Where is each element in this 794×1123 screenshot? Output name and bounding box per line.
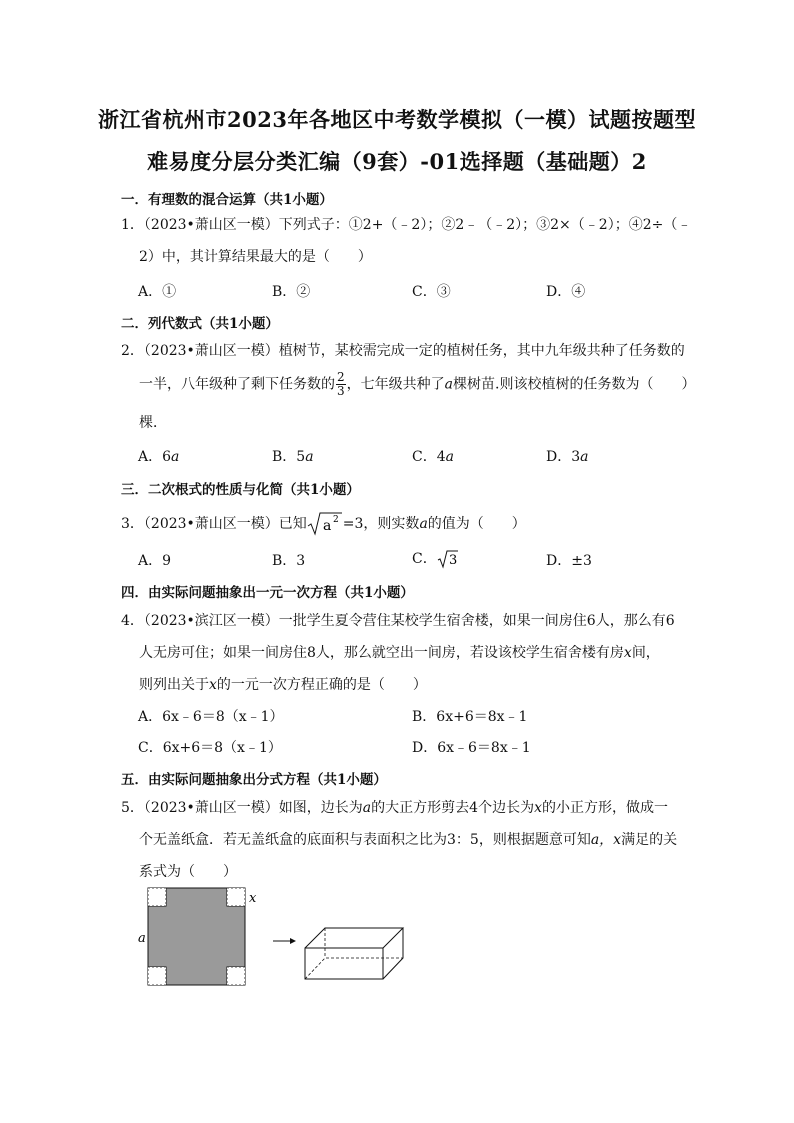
question-1-line1: 1．（2023•萧山区一模）下列式子：①2+（﹣2）；②2﹣（﹣2）；③2×（﹣2）；④2÷（﹣	[121, 217, 692, 233]
sqrt-a-squared	[307, 511, 343, 537]
fraction-two-thirds	[336, 371, 346, 398]
box-net-figure	[130, 880, 430, 995]
svg-text:3: 3	[448, 553, 457, 568]
box-hidden-edges	[305, 958, 403, 979]
q2-option-a[interactable]: A．6a	[138, 449, 180, 465]
label-x: x	[249, 891, 257, 906]
q1-option-a[interactable]: A．①	[138, 284, 177, 300]
q3-variable-a: a	[419, 516, 428, 532]
section-heading-1: 一．有理数的混合运算（共1小题）	[121, 192, 333, 208]
corner-square-tl	[148, 888, 166, 906]
question-5-line3: 系式为（ ）	[139, 864, 237, 880]
arrow-head	[290, 938, 296, 944]
label-a: a	[138, 931, 146, 946]
q4-option-a[interactable]: A．6x﹣6＝8（x﹣1）	[138, 709, 284, 725]
box-side	[383, 928, 403, 979]
svg-text:2: 2	[332, 515, 339, 525]
question-4-line2: 人无房可住；如果一间房住8人，那么就空出一间房，若设该校学生宿舍楼有房x间，	[139, 645, 660, 661]
q3-option-d[interactable]: D．±3	[546, 553, 592, 569]
q1-option-b[interactable]: B．②	[272, 284, 311, 300]
q3-option-a[interactable]: A．9	[138, 553, 172, 569]
sqrt-three	[437, 549, 459, 569]
q2-option-b[interactable]: B．5a	[272, 449, 314, 465]
q1-option-d[interactable]: D．④	[546, 284, 586, 300]
q2-variable-a: a	[444, 376, 453, 393]
corner-square-br	[227, 967, 245, 985]
document-title-line1: 浙江省杭州市2023年各地区中考数学模拟（一模）试题按题型	[98, 107, 696, 132]
q4-option-c[interactable]: C．6x+6＝8（x﹣1）	[138, 740, 282, 756]
question-4-line3: 则列出关于x的一元一次方程正确的是（ ）	[139, 677, 427, 693]
q4-option-d[interactable]: D．6x﹣6＝8x﹣1	[412, 740, 531, 756]
q3-option-c[interactable]: C． 3	[412, 551, 457, 568]
question-4-line1: 4．（2023•滨江区一模）一批学生夏令营住某校学生宿舍楼，如果一间房住6人，那么有6	[121, 613, 675, 629]
section-heading-3: 三．二次根式的性质与化简（共1小题）	[121, 482, 360, 498]
q2-line2-text-c: 棵树苗.则该校植树的任务数为（ ）	[453, 376, 696, 393]
question-2-line3: 棵．	[139, 415, 167, 431]
section-heading-2: 二．列代数式（共1小题）	[121, 316, 279, 332]
fraction-numerator: 2	[337, 370, 345, 384]
corner-square-tr	[227, 888, 245, 906]
q3-option-b[interactable]: B．3	[272, 553, 306, 569]
fraction-denominator: 3	[337, 384, 345, 398]
section-heading-4: 四．由实际问题抽象出一元一次方程（共1小题）	[121, 585, 414, 601]
box-top	[305, 928, 403, 948]
question-2-line1: 2．（2023•萧山区一模）植树节，某校需完成一定的植树任务，其中九年级共种了任务数的	[121, 343, 685, 359]
q3-text-eq: =3，则实数	[342, 516, 420, 532]
question-5-line2: 个无盖纸盒．若无盖纸盒的底面积与表面积之比为3：5，则根据题意可知a，x满足的关	[139, 832, 678, 848]
section-heading-5: 五．由实际问题抽象出分式方程（共1小题）	[121, 772, 387, 788]
question-5-line1: 5．（2023•萧山区一模）如图，边长为a的大正方形剪去4个边长为x的小正方形，做成一	[121, 800, 668, 816]
q4-option-b[interactable]: B．6x+6＝8x﹣1	[412, 709, 528, 725]
q2-line2-text-a: 一半，八年级种了剩下任务数的	[139, 376, 335, 393]
q3-text-post: 的值为（ ）	[427, 516, 526, 532]
svg-text:a: a	[322, 518, 332, 534]
q2-option-c[interactable]: C．4a	[412, 449, 454, 465]
box-front	[305, 948, 383, 979]
q2-line2-text-b: ，七年级共种了	[346, 376, 445, 393]
q3-text-pre: 3．（2023•萧山区一模）已知	[121, 516, 307, 532]
document-title-line2: 难易度分层分类汇编（9套）-01选择题（基础题）2	[147, 149, 647, 174]
question-3-line1	[121, 511, 526, 537]
corner-square-bl	[148, 967, 166, 985]
question-1-line2: 2）中，其计算结果最大的是（ ）	[139, 249, 372, 265]
q2-option-d[interactable]: D．3a	[546, 449, 589, 465]
q1-option-c[interactable]: C．③	[412, 284, 451, 300]
question-2-line2	[139, 371, 695, 398]
